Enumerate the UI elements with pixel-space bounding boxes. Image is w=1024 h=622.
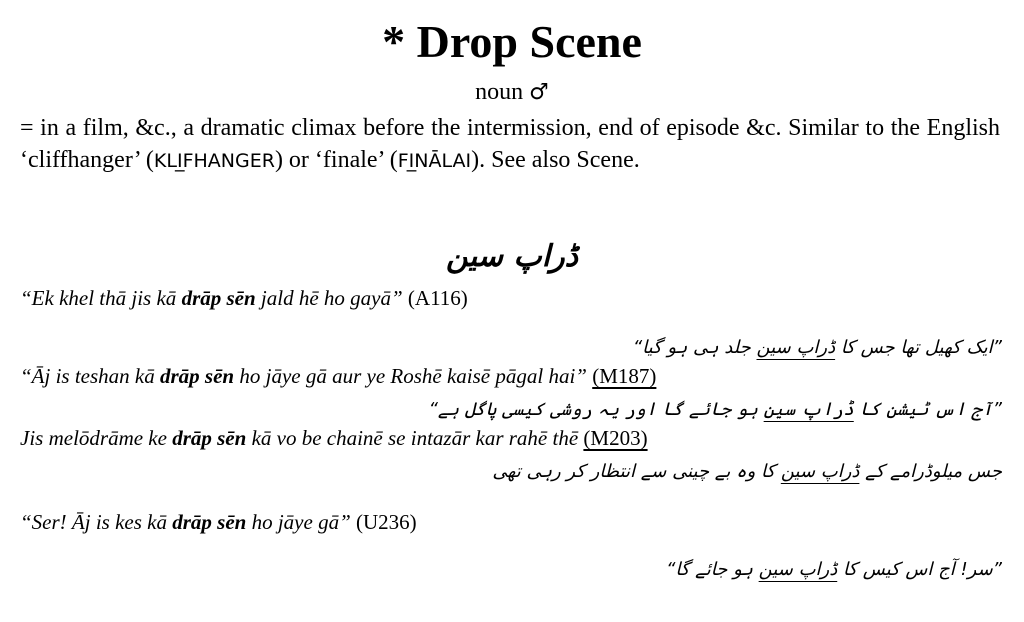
example-urdu-post: ہو جائے گا“ [666,559,759,580]
example-urdu-term: ڈراپ سین [780,461,860,482]
example-urdu-pre: جس میلوڈرامے کے [859,461,1002,482]
example-roman-post: ho jāye gā” [246,510,351,534]
example-roman-term: drāp sēn [181,286,256,310]
example-roman-post: jald hē ho gayā” [255,286,403,310]
part-of-speech-line [0,76,1024,109]
male-gender-icon: ♂ [529,80,549,105]
example-citation: (M203) [583,426,648,450]
example-roman [20,362,1000,390]
example-roman-pre: “Ek khel thā jis kā [20,286,182,310]
example-urdu-pre: ”آج اس ٹیشن کا [853,399,1002,420]
example-urdu [20,556,1002,584]
urdu-headword: ڈراپ سین [446,239,578,274]
pronunciation-cliffhanger: KLI̲FHANGER [153,150,275,172]
definition-text-1: = in a film, &c., a dramatic climax before the intermission, end of episode &c. Similar to the English ‘cliffhanger’ ( [20,115,1000,173]
example-roman-term: drāp sēn [172,426,247,450]
example-citation: (M187) [592,364,657,388]
example-urdu-post: ہو جائے گا اور یہ روشی کیسی پاگل ہے“ [428,399,764,420]
example-roman [20,508,1000,536]
example-urdu-term: ڈراپ سین [758,559,838,580]
example-roman-post: kā vo be chainē se intazār kar rahē thē [246,426,579,450]
definition-text-2: ) or ‘finale’ ( [274,147,398,173]
example-citation: (A116) [407,286,468,310]
example-urdu-pre: ”سر! آج اس کیس کا [837,559,1002,580]
example-urdu [20,334,1002,362]
pronunciation-finale: FI̲NĀLAI [397,150,472,172]
example-urdu-post: جلد ہی ہو گیا“ [632,337,757,358]
definition-text-3: ). See also Scene. [471,147,640,173]
example-roman [20,424,1000,452]
example-roman [20,284,1000,312]
example-urdu [20,396,1002,424]
example-roman-post: ho jāye gā aur ye Roshē kaisē pāgal hai” [234,364,587,388]
example-roman-pre: Jis melōdrāme ke [20,426,173,450]
example-urdu-pre: ”ایک کھیل تھا جس کا [835,337,1002,358]
example-roman-term: drāp sēn [160,364,235,388]
definition [20,112,1000,177]
example-roman-pre: “Ser! Āj is kes kā [20,510,173,534]
example-urdu [20,458,1002,486]
example-roman-pre: “Āj is teshan kā [20,364,160,388]
headword: * Drop Scene [382,16,642,67]
example-roman-term: drāp sēn [172,510,247,534]
example-citation: (U236) [356,510,417,534]
example-urdu-post: کا وہ بے چینی سے انتظار کر رہی تھی [492,461,781,482]
example-urdu-term: ڈراپ سین [756,337,836,358]
part-of-speech: noun [475,79,524,105]
example-urdu-term: ڈراپ سین [763,399,854,420]
